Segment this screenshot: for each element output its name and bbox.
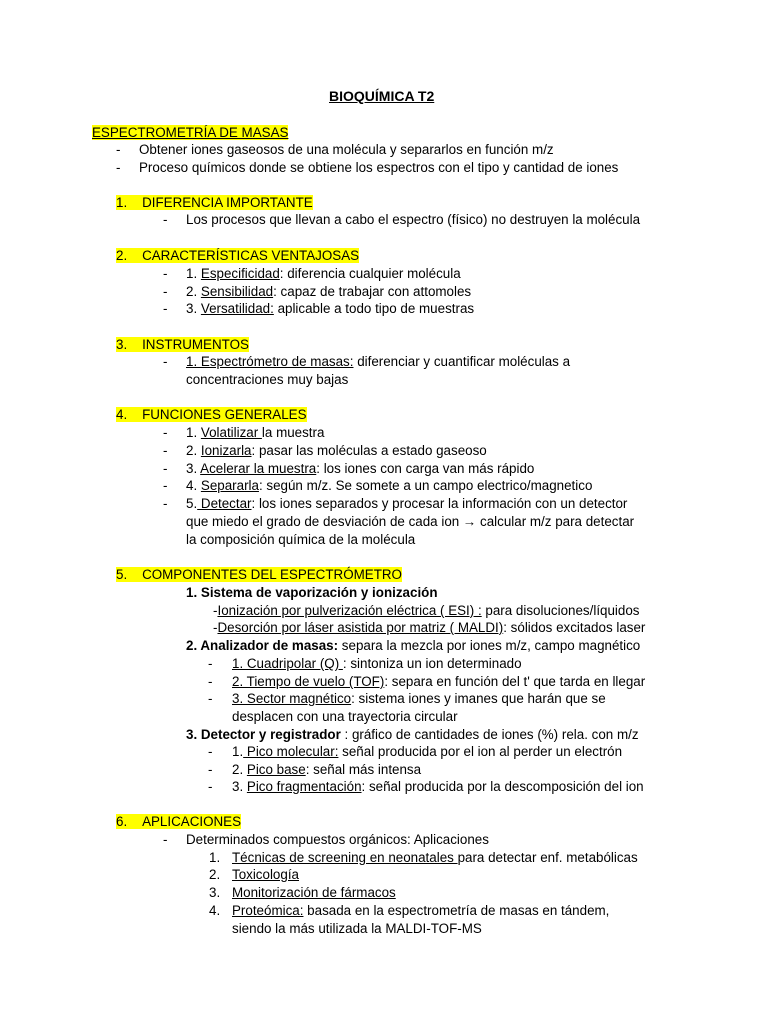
bullet-dash: - [208, 762, 213, 777]
section-2-title: CARACTERÍSTICAS VENTAJOSAS [142, 248, 360, 263]
item-term: Volatilizar [200, 425, 262, 440]
item-term: Monitorización de fármacos [232, 885, 396, 900]
item-term: Toxicología [232, 867, 299, 882]
item-text: : los iones con carga van más rápido [316, 461, 535, 476]
section-4-item-5 [186, 495, 627, 512]
item-text: : diferencia cualquier molécula [279, 266, 461, 281]
bullet-dash: - [163, 354, 168, 369]
section-1-title: DIFERENCIA IMPORTANTE [142, 195, 313, 210]
application-3 [232, 884, 396, 901]
bullet-dash: - [208, 691, 213, 706]
section-3-item-1 [186, 353, 570, 370]
application-number: 1. [209, 850, 221, 865]
item-term: Pico fragmentación [246, 779, 362, 794]
item-term: Sensibilidad [200, 284, 274, 299]
section-2-item-3 [186, 300, 474, 317]
section-1-heading [116, 194, 313, 211]
item-text: señal producida por el ion al perder un electrón [338, 744, 623, 759]
item-prefix: 3. [232, 779, 247, 794]
item-term: Ionización por pulverización eléctrica ( ESI) : [217, 603, 482, 618]
main-section-heading [92, 124, 288, 141]
item-term: Técnicas de screening en neonatales [232, 850, 458, 865]
bullet-dash: - [163, 496, 168, 511]
section-4-item-5-cont: la composición química de la molécula [186, 532, 416, 547]
item-text: : según m/z. Se somete a un campo electrico/magnetico [258, 478, 593, 493]
item-prefix: 2. [232, 762, 247, 777]
item-text: : capaz de trabajar con attomoles [273, 284, 472, 299]
section-3-gap [127, 337, 142, 352]
item-term: Especificidad [200, 266, 280, 281]
section-5-title: COMPONENTES DEL ESPECTRÓMETRO [142, 567, 402, 582]
section-2-gap [127, 248, 142, 263]
item-text: aplicable a todo tipo de muestras [273, 301, 475, 316]
bullet-dash: - [163, 212, 168, 227]
item-term: Proteómica: [232, 903, 304, 918]
bullet-dash: - [163, 478, 168, 493]
item-term: 1. Espectrómetro de masas: [186, 354, 354, 369]
item-text: : sintoniza un ion determinado [342, 656, 522, 671]
section-6-number: 6. [116, 814, 128, 829]
component-2-title: 2. Analizador de masas: [186, 638, 339, 653]
item-term: 3. Sector magnético [232, 691, 352, 706]
bullet-dash: - [163, 443, 168, 458]
section-1-number: 1. [116, 195, 128, 210]
bullet-dash: - [163, 266, 168, 281]
section-6-heading [116, 813, 241, 830]
item-term: Detectar [197, 496, 252, 511]
item-text: para detectar enf. metabólicas [457, 850, 638, 865]
item-prefix: 3. [186, 461, 201, 476]
section-3-number: 3. [116, 337, 128, 352]
section-4-item-2 [186, 442, 487, 459]
bullet-dash: - [208, 744, 213, 759]
component-1-heading: 1. Sistema de vaporización y ionización [186, 585, 438, 600]
item-prefix: 1. [186, 425, 201, 440]
section-4-gap [127, 407, 142, 422]
component-3-item-3 [232, 778, 644, 795]
item-prefix: - [213, 603, 218, 618]
intro-bullet: Proceso químicos donde se obtiene los espectros con el tipo y cantidad de iones [139, 160, 619, 175]
section-5-gap [127, 567, 142, 582]
application-number: 2. [209, 867, 221, 882]
section-6-bullet: Determinados compuestos orgánicos: Aplicaciones [186, 832, 489, 847]
bullet-dash: - [163, 425, 168, 440]
component-3-title: 3. Detector y registrador [186, 727, 341, 742]
component-2-item-1 [232, 655, 522, 672]
section-4-item-4 [186, 477, 592, 494]
item-prefix: - [213, 620, 218, 635]
item-term: Acelerar la muestra [200, 461, 317, 476]
component-3-item-1 [232, 743, 622, 760]
item-text: diferenciar y cuantificar moléculas a [353, 354, 571, 369]
section-5-heading [116, 566, 402, 583]
item-text: : sistema iones y imanes que harán que se [351, 691, 606, 706]
item-text: para disoluciones/líquidos [481, 603, 640, 618]
component-2-item-3-cont: desplacen con una trayectoria circular [232, 709, 458, 724]
section-3-item-1-cont: concentraciones muy bajas [186, 372, 349, 387]
section-2-number: 2. [116, 248, 128, 263]
item-prefix: 2. [186, 284, 201, 299]
bullet-dash: - [208, 656, 213, 671]
item-term: Pico base [246, 762, 306, 777]
bullet-dash: - [163, 832, 168, 847]
section-6-title: APLICACIONES [142, 814, 242, 829]
item-prefix: 5. [186, 496, 198, 511]
item-text: basada en la espectrometría de masas en tándem, [303, 903, 610, 918]
bullet-dash: - [163, 301, 168, 316]
item-text: : señal más intensa [305, 762, 422, 777]
section-4-title: FUNCIONES GENERALES [142, 407, 307, 422]
item-term: Ionizarla [200, 443, 252, 458]
component-3-text: : gráfico de cantidades de iones (%) rela. con m/z [340, 727, 639, 742]
bullet-dash: - [163, 461, 168, 476]
item-term: 1. Cuadripolar (Q) [232, 656, 343, 671]
application-1 [232, 849, 638, 866]
section-4-item-1 [186, 424, 324, 441]
intro-bullet-dash: - [116, 142, 121, 157]
item-prefix: 3. [186, 301, 201, 316]
component-1-item-a [213, 602, 640, 619]
intro-bullet: Obtener iones gaseosos de una molécula y separarlos en función m/z [139, 142, 554, 157]
section-1-gap [127, 195, 142, 210]
section-5-number: 5. [116, 567, 128, 582]
item-term: Versatilidad: [200, 301, 274, 316]
section-4-item-5-cont: que miedo el grado de desviación de cada ion → calcular m/z para detectar [186, 514, 635, 529]
bullet-dash: - [208, 674, 213, 689]
section-2-item-2 [186, 283, 471, 300]
bullet-dash: - [208, 779, 213, 794]
application-number: 3. [209, 885, 221, 900]
section-4-heading [116, 406, 307, 423]
section-4-item-3 [186, 460, 534, 477]
application-2 [232, 866, 299, 883]
section-4-number: 4. [116, 407, 128, 422]
bullet-dash: - [163, 284, 168, 299]
item-term: Pico molecular: [243, 744, 339, 759]
item-text: : señal producida por la descomposición del ion [361, 779, 644, 794]
item-term: Separarla [200, 478, 259, 493]
section-1-bullet: Los procesos que llevan a cabo el espectro (físico) no destruyen la molécula [186, 212, 641, 227]
item-text: : pasar las moléculas a estado gaseoso [251, 443, 487, 458]
section-2-heading [116, 247, 359, 264]
component-3-item-2 [232, 761, 421, 778]
section-2-item-1 [186, 265, 461, 282]
section-6-gap [127, 814, 142, 829]
section-3-heading [116, 336, 249, 353]
item-text: : los iones separados y procesar la información con un detector [251, 496, 628, 511]
item-text: : sólidos excitados laser [503, 620, 646, 635]
page-title: BIOQUÍMICA T2 [329, 88, 435, 104]
component-1-item-b [213, 619, 645, 636]
item-text: la muestra [261, 425, 325, 440]
section-3-title: INSTRUMENTOS [142, 337, 249, 352]
component-2-heading [186, 637, 640, 654]
component-2-item-3 [232, 690, 606, 707]
component-2-item-2 [232, 673, 645, 690]
component-3-heading [186, 726, 639, 743]
application-number: 4. [209, 903, 221, 918]
item-prefix: 2. [186, 443, 201, 458]
application-4-cont: siendo la más utilizada la MALDI-TOF-MS [232, 921, 482, 936]
component-2-text: separa la mezcla por iones m/z, campo magnético [338, 638, 641, 653]
item-prefix: 4. [186, 478, 201, 493]
application-4 [232, 902, 609, 919]
item-prefix: 1. [186, 266, 201, 281]
main-section-heading-text: ESPECTROMETRÍA DE MASAS [92, 125, 289, 140]
intro-bullet-dash: - [116, 160, 121, 175]
item-term: Desorción por láser asistida por matriz ( MALDI) [217, 620, 504, 635]
item-term: 2. Tiempo de vuelo (TOF) [232, 674, 385, 689]
item-prefix: 1. [232, 744, 244, 759]
item-text: : separa en función del t' que tarda en llegar [384, 674, 646, 689]
